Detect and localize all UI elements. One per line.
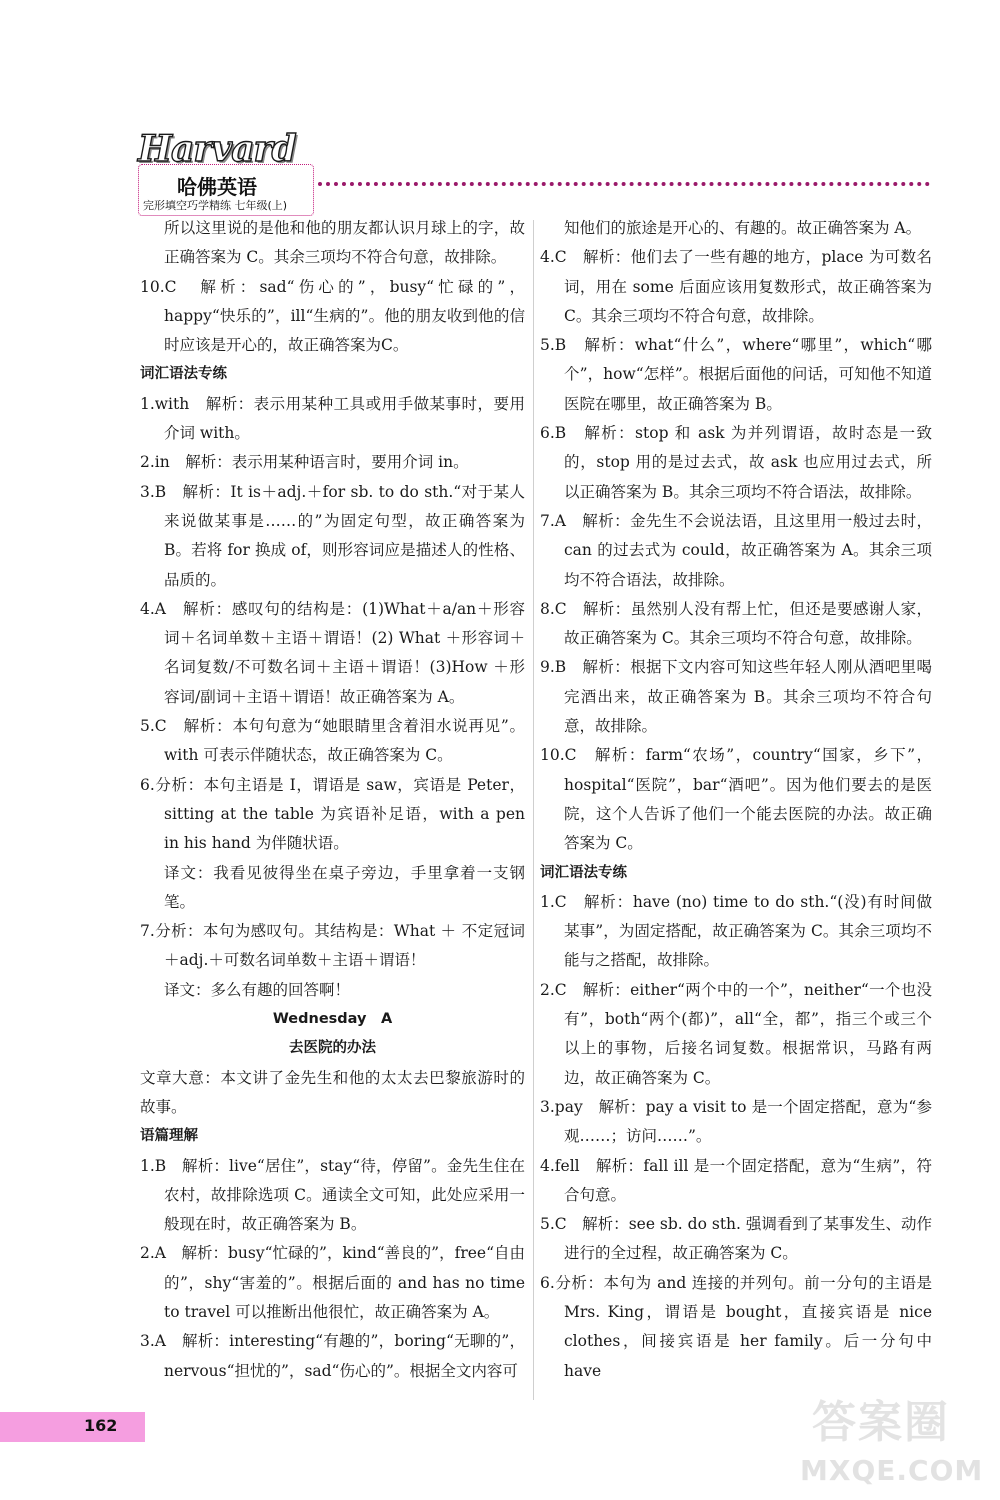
answer-paragraph: 译文：我看见彼得坐在桌子旁边，手里拿着一支钢笔。 <box>164 863 525 911</box>
answer-paragraph: 6.B 解析：stop 和 ask 为并列谓语，故时态是一致的，stop 用的是过去式，故 ask 也应用过去式，所以正确答案为 B。其余三项均不符合语法，故排除。 <box>540 424 932 501</box>
brand-title: 哈佛英语 <box>177 175 257 199</box>
answer-paragraph: 4.C 解析：他们去了一些有趣的地方，place 为可数名词，用在 some 后面应该用复数形式，故正确答案为 C。其余三项均不符合句意，故排除。 <box>540 248 932 325</box>
answer-paragraph: 1.B 解析：live“居住”，stay“待，停留”。金先生住在农村，故排除选项 C。通读全文可知，此处应采用一般现在时，故正确答案为 B。 <box>140 1156 525 1234</box>
answer-paragraph: 译文：多么有趣的回答啊！ <box>164 980 351 999</box>
harvard-logo: Harvard <box>138 128 296 170</box>
column-divider <box>533 220 534 1400</box>
page-number: 162 <box>84 1416 118 1435</box>
answer-paragraph: 9.B 解析：根据下文内容可知这些年轻人刚从酒吧里喝完酒出来，故正确答案为 B。其余三项均不符合句意，故排除。 <box>540 658 932 736</box>
answer-paragraph: 6.分析：本句主语是 I，谓语是 saw，宾语是 Peter，sitting at the table 为宾语补足语，with a pen in his hand 为伴随状语。 <box>140 775 525 853</box>
answer-paragraph: 4.A 解析：感叹句的结构是：(1)What＋a/an＋形容词＋名词单数＋主语＋谓语！(2) What ＋形容词＋名词复数/不可数名词＋主语＋谓语！(3)How ＋形容词/副词＋主语＋谓语！故正确答案为 A。 <box>140 599 525 706</box>
passage-title: Wednesday A <box>272 1011 393 1028</box>
right-column <box>540 214 932 1386</box>
answer-paragraph: 3.pay 解析：pay a visit to 是一个固定搭配，意为“参观……；访问……”。 <box>540 1097 932 1146</box>
answer-paragraph: 6.分析：本句为 and 连接的并列句。前一分句的主语是 Mrs. King，谓语是 bought，直接宾语是 nice clothes，间接宾语是 her family。后一分句中 have <box>540 1273 932 1380</box>
answer-paragraph: 2.in 解析：表示用某种语言时，要用介词 in。 <box>140 453 469 472</box>
watermark-url: MXQE.COM <box>800 1454 984 1487</box>
book-subtitle: 完形填空巧学精练 七年级(上) <box>143 199 288 212</box>
answer-paragraph: 2.A 解析：busy“忙碌的”，kind“善良的”，free“自由的”，shy“害羞的”。根据后面的 and has no time to travel 可以推断出他很忙，故正确答案为 A。 <box>140 1244 525 1321</box>
answer-paragraph: 1.with 解析：表示用某种工具或用手做某事时，要用介词 with。 <box>140 394 525 443</box>
answer-paragraph: 3.B 解析：It is＋adj.＋for sb. to do sth.“对于某人来说做某事是……的”为固定句型，故正确答案为 B。若将 for 换成 of，则形容词应是描述人的性格、品质的。 <box>140 482 525 589</box>
answer-paragraph: 5.C 解析：本句句意为“她眼睛里含着泪水说再见”。with 可表示伴随状态，故正确答案为 C。 <box>140 717 525 765</box>
passage-title: 去医院的办法 <box>289 1040 376 1057</box>
answer-paragraph: 知他们的旅途是开心的、有趣的。故正确答案为 A。 <box>564 219 922 237</box>
answer-paragraph: 7.分析：本句为感叹句。其结构是：What ＋ 不定冠词 ＋adj.＋可数名词单数＋主语＋谓语！ <box>140 922 525 970</box>
brand-box <box>138 164 314 216</box>
page-number-tab <box>0 1412 145 1442</box>
answer-paragraph: 文章大意：本文讲了金先生和他的太太去巴黎旅游时的故事。 <box>140 1068 525 1116</box>
answer-paragraph: 4.fell 解析：fall ill 是一个固定搭配，意为“生病”，符合句意。 <box>540 1156 932 1204</box>
header-dotted-rule <box>318 182 930 186</box>
watermark-mark: 答案圈 <box>812 1397 950 1448</box>
section-heading: 词汇语法专练 <box>140 366 227 383</box>
answer-paragraph: 5.C 解析：see sb. do sth. 强调看到了某事发生、动作进行的全过程，故正确答案为 C。 <box>540 1215 932 1263</box>
answer-paragraph: 1.C 解析：have (no) time to do sth.“(没)有时间做某事”，为固定搭配，故正确答案为 C。其余三项均不能与之搭配，故排除。 <box>540 892 932 970</box>
section-heading: 语篇理解 <box>140 1128 198 1145</box>
answer-paragraph: 7.A 解析：金先生不会说法语，且这里用一般过去时，can 的过去式为 could，故正确答案为 A。其余三项均不符合语法，故排除。 <box>540 511 932 589</box>
answer-paragraph: 10.C 解析：farm“农场”，country“国家，乡下”，hospital“医院”，bar“酒吧”。因为他们要去的是医院，这个人告诉了他们一个能去医院的办法。故正确答案为 C。 <box>540 746 932 853</box>
answer-paragraph: 5.B 解析：what“什么”，where“哪里”，which“哪个”，how“怎样”。根据后面他的问话，可知他不知道医院在哪里，故正确答案为 B。 <box>540 336 932 413</box>
answer-paragraph: 8.C 解析：虽然别人没有帮上忙，但还是要感谢人家，故正确答案为 C。其余三项均不符合句意，故排除。 <box>540 599 932 648</box>
answer-paragraph: 3.A 解析：interesting“有趣的”，boring“无聊的”，nervous“担忧的”，sad“伤心的”。根据全文内容可 <box>140 1332 525 1380</box>
answer-paragraph: 10.C 解析：sad“伤心的”，busy“忙碌的”，happy“快乐的”，ill“生病的”。他的朋友收到他的信时应该是开心的，故正确答案为C。 <box>140 277 525 355</box>
answer-paragraph: 2.C 解析：either“两个中的一个”，neither“一个也没有”，both“两个(都)”，all“全，都”，指三个或三个以上的事物，后接名词复数。根据常识，马路有两边，故正确答案为 C。 <box>540 980 932 1087</box>
left-column <box>140 214 525 1386</box>
answer-paragraph: 所以这里说的是他和他的朋友都认识月球上的字，故正确答案为 C。其余三项均不符合句意，故排除。 <box>164 219 525 267</box>
book-header <box>138 128 318 216</box>
section-heading: 词汇语法专练 <box>540 864 627 881</box>
